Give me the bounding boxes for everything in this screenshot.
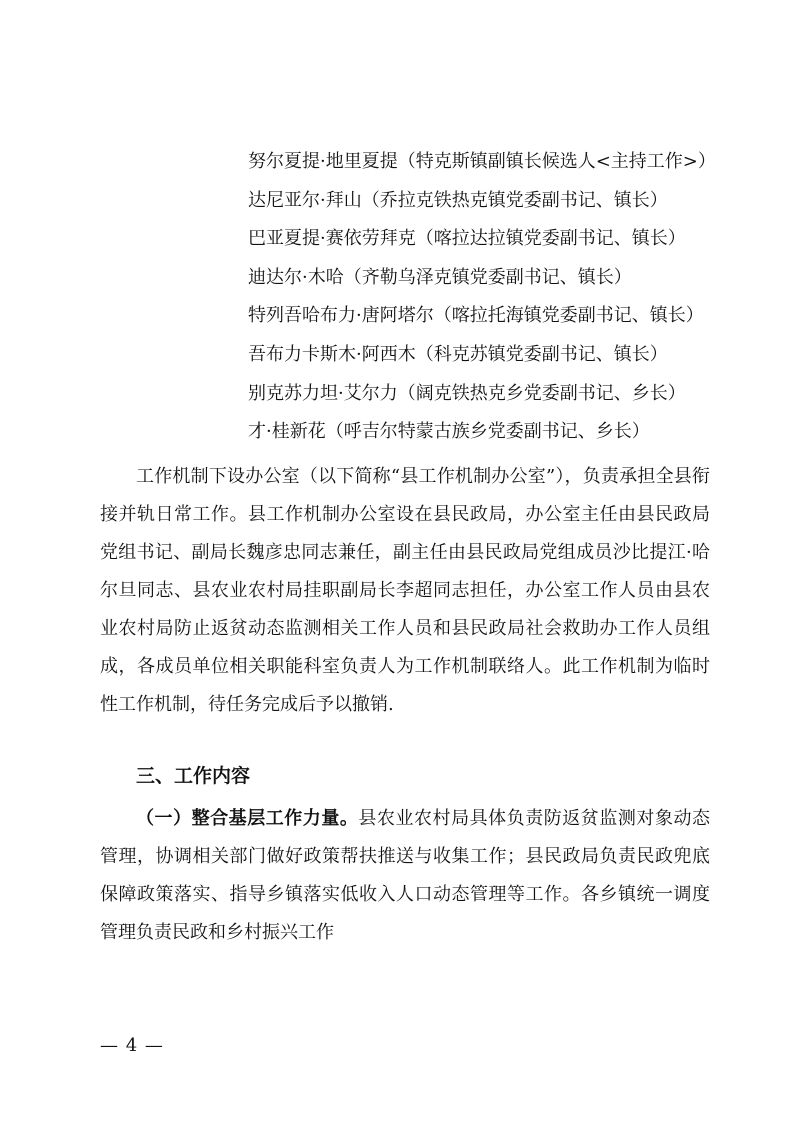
page-number: — 4 — [100, 1035, 164, 1056]
member-line: 达尼亚尔·拜山（乔拉克铁热克镇党委副书记、镇长） [248, 189, 668, 211]
member-line: 吾布力卡斯木·阿西木（科克苏镇党委副书记、镇长） [248, 343, 668, 365]
item-one-text: 县农业农村局具体负责防返贫监测对象动态管理，协调相关部门做好政策帮扶推送与收集工作；县民政局负责民政兜底保障政策落实、指导乡镇落实低收入人口动态管理等工作。各乡镇统一调度管理负责民政和乡村振兴工作 [100, 808, 711, 943]
member-line: 迪达尔·木哈（齐勒乌泽克镇党委副书记、镇长） [248, 266, 632, 288]
member-line: 努尔夏提·地里夏提（特克斯镇副镇长候选人<主持工作>） [248, 151, 716, 172]
item-one-lead: （一）整合基层工作力量。 [136, 808, 359, 829]
member-list [248, 150, 718, 459]
office-paragraph: 工作机制下设办公室（以下简称“县工作机制办公室”），负责承担全县衔接并轨日常工作。县工作机制办公室设在县民政局，办公室主任由县民政局党组书记、副局长魏彦忠同志兼任，副主任由县民政局党组成员沙比提江·哈尔旦同志、县农业农村局挂职副局长李超同志担任，办公室工作人员由县农业农村局防止返贫动态监测相关工作人员和县民政局社会救助办工作人员组成，各成员单位相关职能科室负责人为工作机制联络人。此工作机制为临时性工作机制，待任务完成后予以撤销. [100, 466, 710, 715]
member-line: 特列吾哈布力·唐阿塔尔（喀拉托海镇党委副书记、镇长） [248, 305, 704, 327]
section-heading: 三、工作内容 [136, 765, 251, 787]
member-line: 才·桂新花（呼吉尔特蒙古族乡党委副书记、乡长） [248, 421, 650, 443]
item-one-paragraph [100, 800, 710, 952]
member-line: 巴亚夏提·赛依劳拜克（喀拉达拉镇党委副书记、镇长） [248, 228, 686, 250]
member-line: 别克苏力坦·艾尔力（阔克铁热克乡党委副书记、乡长） [248, 382, 686, 404]
